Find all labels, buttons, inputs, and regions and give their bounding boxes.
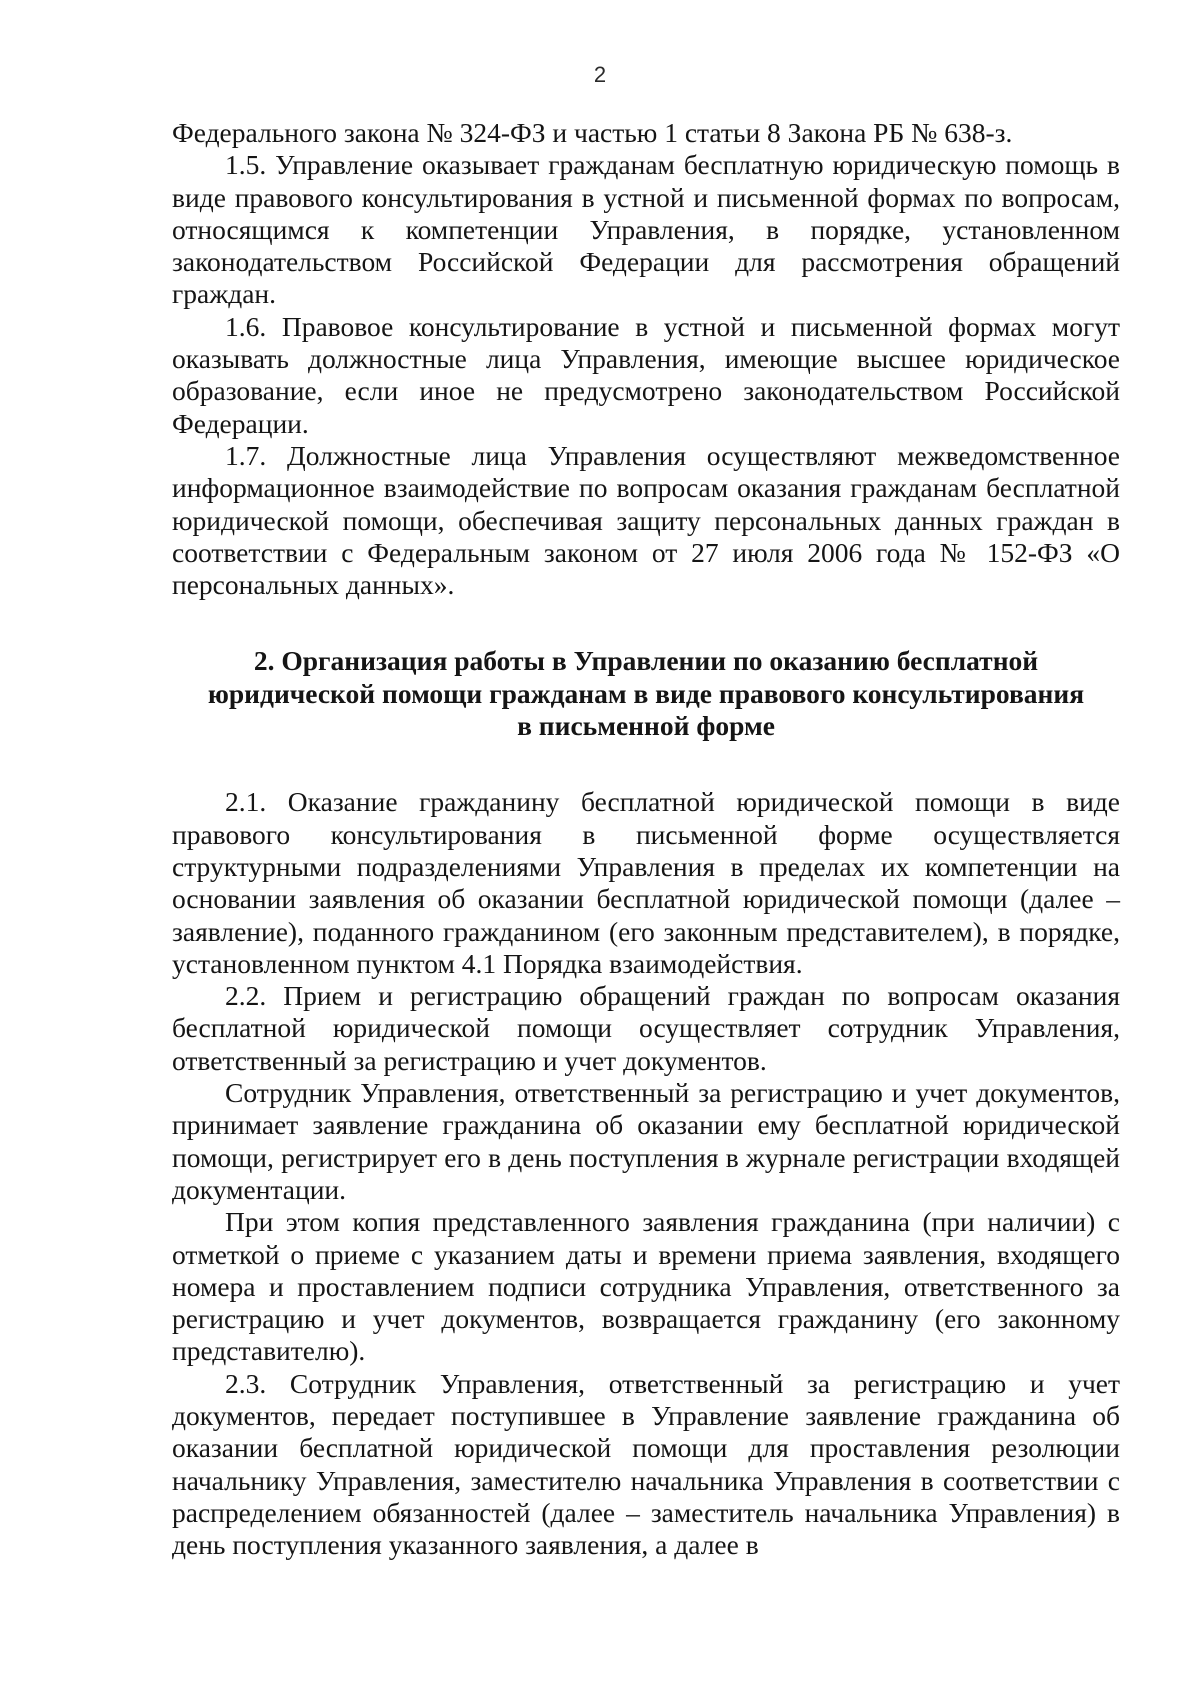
- section-title-line: в письменной форме: [517, 710, 775, 742]
- section-2-title: [172, 645, 1120, 742]
- document-body: [172, 117, 1120, 1561]
- page-number: 2: [593, 62, 607, 87]
- paragraph-2-2: 2.2. Прием и регистрацию обращений граждан по вопросам оказания бесплатной юридической помощи осуществляет сотрудник Управления, ответственный за регистрацию и учет документов.: [172, 980, 1120, 1076]
- paragraph-continuation: Федерального закона № 324-ФЗ и частью 1 статьи 8 Закона РБ № 638-з.: [172, 117, 1013, 148]
- section-title-line: 2. Организация работы в Управлении по оказанию бесплатной: [253, 645, 1039, 677]
- paragraph-2-2-copy: При этом копия представленного заявления гражданина (при наличии) с отметкой о приеме с указанием даты и времени приема заявления, входящего номера и проставлением подписи сотрудника Управления, ответственного за регистрацию и учет документов, возвращается гражданину (его законному представителю).: [172, 1206, 1120, 1367]
- paragraph-1-7: 1.7. Должностные лица Управления осуществляют межведомственное информационное взаимодействие по вопросам оказания гражданам бесплатной юридической помощи, обеспечивая защиту персональных данных граждан в соответствии с Федеральным законом от 27 июля 2006 года № 152-ФЗ «О персональных данных».: [172, 439, 1120, 601]
- paragraph-1-6: 1.6. Правовое консультирование в устной и письменной формах могут оказывать должностные лица Управления, имеющие высшее юридическое образование, если иное не предусмотрено законодательством Российской Федерации.: [172, 310, 1120, 439]
- paragraph-2-3: 2.3. Сотрудник Управления, ответственный за регистрацию и учет документов, передает поступившее в Управление заявление гражданина об оказании бесплатной юридической помощи для проставления резолюции начальнику Управления, заместителю начальника Управления в соответствии с распределением обязанностей (далее – заместитель начальника Управления) в день поступления указанного заявления, а далее в: [172, 1367, 1120, 1561]
- section-title-line: юридической помощи гражданам в виде правового консультирования: [207, 677, 1085, 709]
- paragraph-2-2-employee: Сотрудник Управления, ответственный за регистрацию и учет документов, принимает заявление гражданина об оказании ему бесплатной юридической помощи, регистрирует его в день поступления в журнале регистрации входящей документации.: [172, 1077, 1120, 1205]
- paragraph-2-1: 2.1. Оказание гражданину бесплатной юридической помощи в виде правового консультирования в письменной форме осуществляется структурными подразделениями Управления в пределах их компетенции на основании заявления об оказании бесплатной юридической помощи (далее – заявление), поданного гражданином (его законным представителем), в порядке, установленном пунктом 4.1 Порядка взаимодействия.: [172, 786, 1120, 979]
- paragraph-1-5: 1.5. Управление оказывает гражданам бесплатную юридическую помощь в виде правового консультирования в устной и письменной формах по вопросам, относящимся к компетенции Управления, в порядке, установленном законодательством Российской Федерации для рассмотрения обращений граждан.: [172, 149, 1120, 310]
